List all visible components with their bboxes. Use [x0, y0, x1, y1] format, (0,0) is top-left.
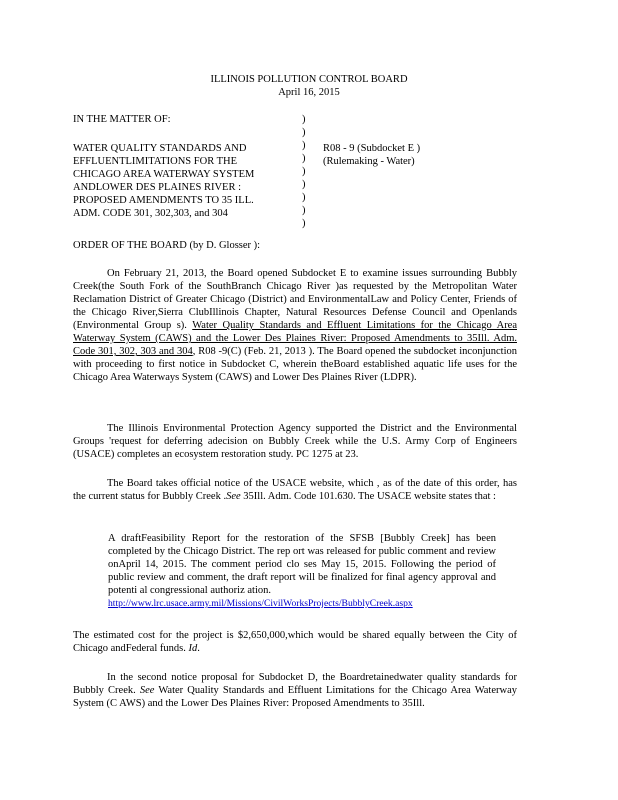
paren: ): [302, 205, 306, 216]
docket-type: (Rulemaking - Water): [323, 156, 415, 167]
block-quote: [108, 532, 496, 610]
caption-title-line: WATER QUALITY STANDARDS AND: [73, 143, 247, 154]
p3-text-2: 35Ill. Adm. Code 101.630. The USACE website states that :: [240, 491, 496, 502]
p5-text-2: Water Quality Standards and Effluent Limitations for the Chicago Area Waterway System (C AWS) and the Lower Des Plaines River: Proposed Amendments to 35Ill.: [73, 685, 518, 709]
paragraph-5: [73, 671, 517, 710]
p4-text: The estimated cost for the project is $2,650,000,which would be shared equally between the City of Chicago andFederal funds.: [73, 630, 517, 654]
p5-see: See: [139, 685, 155, 696]
p1-case-title: Water Quality Standards and Effluent Limitations for the Chicago Area Waterway System (CAWS) and the Lower Des Plaines River: Proposed Amendments to 35Ill. Adm. Code 301, 302, 303 and 304: [73, 320, 518, 357]
board-title: ILLINOIS POLLUTION CONTROL BOARD: [210, 74, 408, 85]
caption-title: [73, 142, 295, 220]
paren: ): [302, 179, 306, 190]
paren: ): [302, 218, 306, 229]
paragraph-2: The Illinois Environmental Protection Agency supported the District and the Environmental Groups 'request for deferring adecision on Bubbly Creek while the U.S. Army Corp of Engineers (USACE) completes an ecosystem restoration study. PC 1275 at 23.: [73, 423, 517, 460]
p1-text: On February 21, 2013, the Board opened Subdocket E to examine issues surrounding Bubbly Creek(the South Fork of the SouthBranch Chicago River )as requested by the Metropolitan Water Reclamation District of Greater Chicago (District) and EnvironmentalLaw and Policy Center, Friends of the Chicago River,Sierra ClubIllinois Chapter, Natural Resources Defense Council and Openlands (Environmental Group s).: [73, 268, 517, 331]
p1-rest: , R08 -9(C) (Feb. 21, 2013 ). The Board opened the subdocket inconjunction with proceeding to first notice in Subdocket C, wherein theBoard established aquatic life uses for the Chicago Area Waterways System (CAWS) and Lower Des Plaines River (LDPR).: [73, 346, 518, 383]
paren: ): [302, 192, 306, 203]
caption-parentheses: [302, 113, 306, 230]
caption-title-line: EFFLUENTLIMITATIONS FOR THE: [73, 156, 238, 167]
caption-title-line: ADM. CODE 301, 302,303, and 304: [73, 208, 228, 219]
paren: ): [302, 114, 306, 125]
caption-title-line: CHICAGO AREA WATERWAY SYSTEM: [73, 169, 255, 180]
p5-text: In the second notice proposal for Subdocket D, the Boardretainedwater quality standards for Bubbly Creek.: [73, 672, 517, 696]
caption-title-line: ANDLOWER DES PLAINES RIVER :: [73, 182, 241, 193]
p3-see: See: [226, 491, 241, 502]
paren: ): [302, 153, 306, 164]
paren: ): [302, 127, 306, 138]
usace-link[interactable]: http://www.lrc.usace.army.mil/Missions/CivilWorksProjects/BubblyCreek.aspx: [108, 598, 413, 609]
docket-number: R08 - 9 (Subdocket E ): [323, 143, 421, 154]
paren: ): [302, 166, 306, 177]
matter-label: IN THE MATTER OF:: [73, 114, 171, 125]
order-heading: ORDER OF THE BOARD (by D. Glosser ):: [73, 240, 261, 251]
paragraph-4: The estimated cost for the project is $2,650,000,which would be shared equally between the City of Chicago andFederal funds. Id.: [73, 630, 517, 654]
p3-text: The Board takes official notice of the USACE website, which , as of the date of this order, has the current status for Bubbly Creek .: [73, 478, 517, 502]
order-date: April 16, 2015: [278, 87, 340, 98]
paren: ): [302, 140, 306, 151]
p4-id: Id: [188, 643, 198, 654]
quote-text: A draftFeasibility Report for the restoration of the SFSB [Bubbly Creek] has been completed by the Chicago District. The rep ort was released for public comment and review onApril 14, 2015. The comment period clo ses May 15, 2015. Following the period of public review and comment, the draft report will be finalized for final agency approval and potenti al congressional authoriz ation.: [108, 533, 496, 596]
paragraph-3: [73, 477, 517, 503]
paragraph-1: [73, 267, 517, 384]
caption-title-line: PROPOSED AMENDMENTS TO 35 ILL.: [73, 195, 254, 206]
